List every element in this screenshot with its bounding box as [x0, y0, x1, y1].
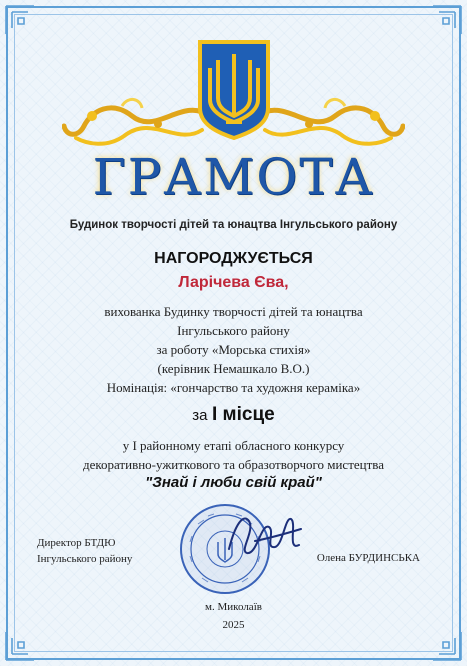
corner-ornament-icon [429, 628, 463, 662]
details-line: (керівник Немашкало В.О.) [157, 361, 310, 376]
contest-line: у І районному етапі обласного конкурсу [122, 438, 345, 453]
year: 2025 [222, 619, 245, 631]
place-prefix: за [192, 407, 208, 424]
awarded-heading: НАГОРОДЖУЄТЬСЯ [154, 250, 313, 267]
contest-line: декоративно-ужиткового та образотворчого мистецтва [82, 457, 385, 472]
city: м. Миколаїв [205, 601, 262, 613]
emblem-area [0, 38, 467, 158]
recipient-name: Ларічева Єва, [178, 274, 289, 291]
place-line [0, 404, 467, 426]
contest-block [0, 436, 467, 474]
details-block [0, 302, 467, 397]
details-line: Інгульського району [177, 323, 290, 338]
director-title-line: Інгульського району [37, 553, 133, 565]
place-value: І місце [211, 404, 275, 425]
corner-ornament-icon [429, 4, 463, 38]
certificate-title: ГРАМОТА [92, 148, 375, 206]
gold-ornament-icon [62, 86, 212, 156]
director-title-line: Директор БТДЮ [37, 537, 116, 549]
coat-of-arms-icon [196, 38, 272, 140]
signer-name: Олена БУРДИНСЬКА [316, 552, 420, 564]
details-line: за роботу «Морська стихія» [156, 342, 311, 357]
corner-ornament-icon [4, 628, 38, 662]
organization-name: Будинок творчості дітей та юнацтва Інгульського району [69, 219, 398, 231]
signature-icon [225, 505, 305, 565]
details-line: Номінація: «гончарство та художня кераміка» [106, 380, 361, 395]
gold-ornament-icon [255, 86, 405, 156]
contest-motto: "Знай і люби свій край" [145, 474, 322, 491]
director-title [37, 535, 132, 567]
corner-ornament-icon [4, 4, 38, 38]
details-line: вихованка Будинку творчості дітей та юнацтва [104, 304, 363, 319]
